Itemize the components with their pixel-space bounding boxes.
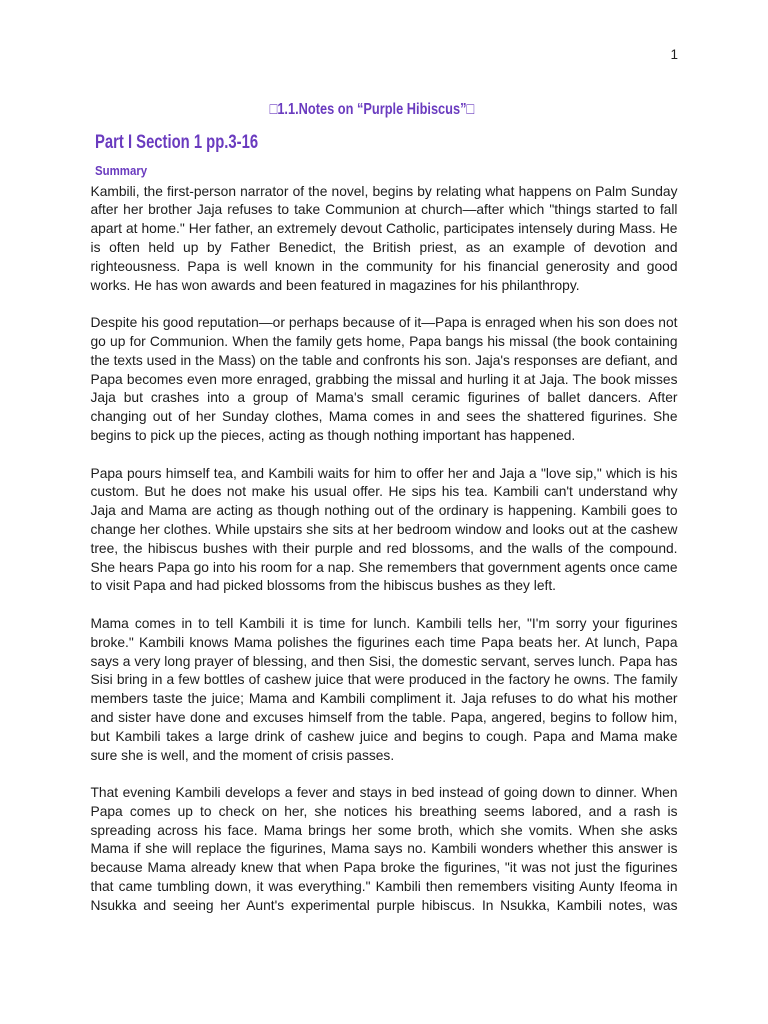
summary-paragraph: That evening Kambili develops a fever and stays in bed instead of going down to dinner. When Papa comes up to check on her, she notices his breathing seems labored, and a rash is spreading across his face. Mama brings her some broth, which she vomits. When she asks Mama if she will replace the figurines, Mama says no. Kambili wonders whether this answer is because Mama already knew that when Papa broke the figurines, "it was not just the figurines that came tumbling down, it was everything." Kambili then remembers visiting Aunty Ifeoma in Nsukka and seeing her Aunt's experimental purple hibiscus. In Nsukka, Kambili notes, was [90, 785, 678, 913]
summary-paragraph: Mama comes in to tell Kambili it is time for lunch. Kambili tells her, "I'm sorry your figurines broke." Kambili knows Mama polishes the figurines each time Papa beats her. At lunch, Papa says a very long prayer of blessing, and then Sisi, the domestic servant, serves lunch. Papa has Sisi bring in a few bottles of cashew juice that were produced in the factory he owns. The family members taste the juice; Mama and Kambili compliment it. Jaja refuses to do what his mother and sister have done and excuses himself from the table. Papa, angered, begins to follow him, but Kambili takes a large drink of cashew juice and begins to cough. Papa and Mama make sure she is well, and the moment of crisis passes. [90, 615, 678, 763]
summary-body [91, 183, 678, 935]
summary-paragraph: Papa pours himself tea, and Kambili waits for him to offer her and Jaja a "love sip," which is his custom. But he does not make his usual offer. He sips his tea. Kambili can't understand why Jaja and Mama are acting as though nothing out of the ordinary is happening. Kambili goes to change her clothes. While upstairs she sits at her bedroom window and looks out at the cashew tree, the hibiscus bushes with their purple and red blossoms, and the walls of the compound. She hears Papa go into his room for a nap. She remembers that government agents once came to visit Papa and had picked blossoms from the hibiscus bushes as they left. [90, 465, 678, 594]
summary-heading: Summary [95, 163, 148, 178]
page-number: 1 [670, 47, 678, 62]
summary-paragraph: Kambili, the first-person narrator of the novel, begins by relating what happens on Palm Sunday after her brother Jaja refuses to take Communion at church—after which "things started to fall apart at home." Her father, an extremely devout Catholic, participates intensely during Mass. He is often held up by Father Benedict, the British priest, as an example of devotion and righteousness. Papa is well known in the community for his financial generosity and good works. He has won awards and been featured in magazines for his philanthropy. [90, 183, 678, 293]
document-title-text: □1.1.Notes on “Purple Hibiscus”□ [269, 101, 474, 118]
section-heading: Part I Section 1 pp.3-16 [95, 132, 259, 153]
document-title [78, 98, 665, 122]
summary-paragraph: Despite his good reputation—or perhaps because of it—Papa is enraged when his son does not go up for Communion. When the family gets home, Papa bangs his missal (the book containing the texts used in the Mass) on the table and confronts his son. Jaja's responses are defiant, and Papa becomes even more enraged, grabbing the missal and hurling it at Jaja. The book misses Jaja but crashes into a group of Mama's small ceramic figurines of ballet dancers. After changing out of her Sunday clothes, Mama comes in and sees the shattered figurines. She begins to pick up the pieces, acting as though nothing important has happened. [90, 315, 678, 443]
